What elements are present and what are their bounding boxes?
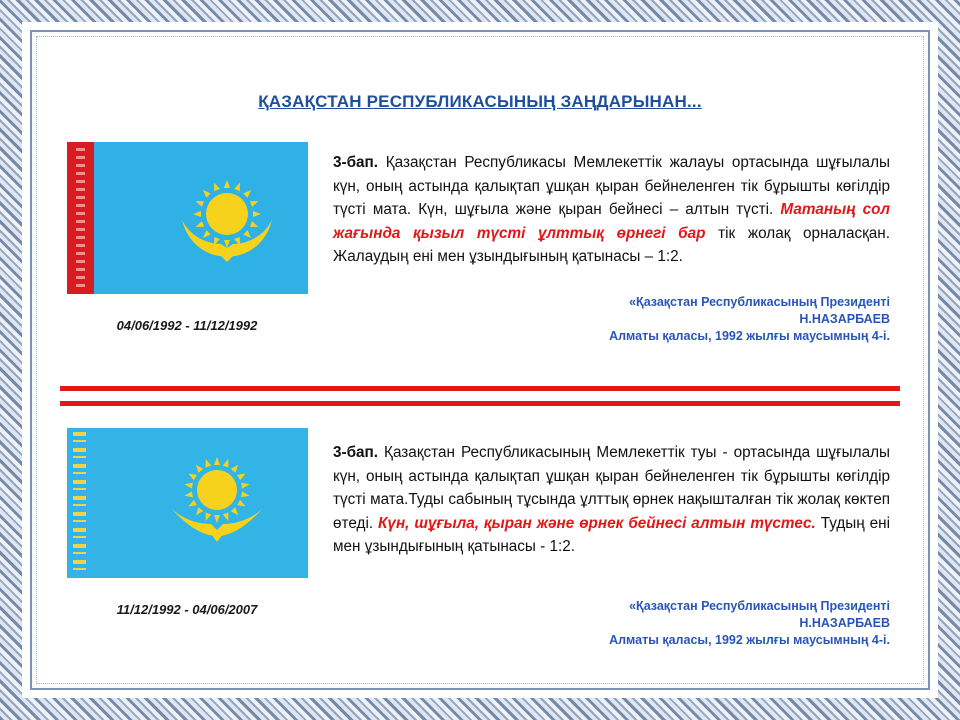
sun-eagle-emblem-icon xyxy=(67,142,308,294)
article-body: Қазақстан Республикасының Мемлекеттік туы - ортасында шұғылалы күн, оның астында қалықтап ұшқан қыран бейнеленген тік бұрышты көгілдір түсті мата.Туды сабының тұсында ұлттық өрнек нақышталған тік жолақ көктеп өтеді. xyxy=(333,444,890,532)
frame-inner-dotted-line xyxy=(36,36,924,684)
signature-line-3: Алматы қаласы, 1992 жылғы маусымның 4-і. xyxy=(609,633,890,647)
flag-1-article-text xyxy=(333,151,890,269)
article-number: 3-бап. xyxy=(333,154,379,171)
flag-1-signature xyxy=(510,294,890,345)
signature-line-1: «Қазақстан Республикасының Президенті xyxy=(629,599,890,613)
signature-line-2: Н.НАЗАРБАЕВ xyxy=(799,616,890,630)
sun-eagle-emblem-icon xyxy=(67,428,308,578)
flag-1992-red-ornament xyxy=(67,142,308,294)
signature-line-2: Н.НАЗАРБАЕВ xyxy=(799,312,890,326)
slide-title xyxy=(0,92,960,112)
flag-2-date-caption: 11/12/1992 - 04/06/2007 xyxy=(116,602,258,617)
article-tail: Тудың ені мен ұзындығының қатынасы - 1:2. xyxy=(333,514,890,555)
signature-line-3: Алматы қаласы, 1992 жылғы маусымның 4-і. xyxy=(609,329,890,343)
article-body: Қазақстан Республикасы Мемлекеттік жалауы ортасында шұғылалы күн, оның астында қалықтап ұшқан қыран бейнеленген тік бұрышты көгілдір түсті мата. Күн, шұғыла және қыран бейнесі – алтын түсті. xyxy=(333,154,890,218)
red-divider-bottom xyxy=(60,401,900,406)
signature-line-1: «Қазақстан Республикасының Президенті xyxy=(629,295,890,309)
title-text: ҚАЗАҚСТАН РЕСПУБЛИКАСЫНЫҢ ЗАҢДАРЫНАН... xyxy=(258,92,702,111)
article-highlight: Матаның сол жағында қызыл түсті ұлттық өрнегі бар xyxy=(333,201,890,242)
flag-1-date-caption: 04/06/1992 - 11/12/1992 xyxy=(116,318,258,333)
flag-2-signature xyxy=(510,598,890,649)
flag-1992-2007-gold-ornament xyxy=(67,428,308,578)
article-highlight: Күн, шұғыла, қыран және өрнек бейнесі алтын түстес. xyxy=(378,514,816,532)
flag-2-article-text xyxy=(333,441,890,559)
red-divider-top xyxy=(60,386,900,391)
article-tail: тік жолақ орналасқан. Жалаудың ені мен ұзындығының қатынасы – 1:2. xyxy=(333,224,890,265)
article-number: 3-бап. xyxy=(333,444,379,461)
